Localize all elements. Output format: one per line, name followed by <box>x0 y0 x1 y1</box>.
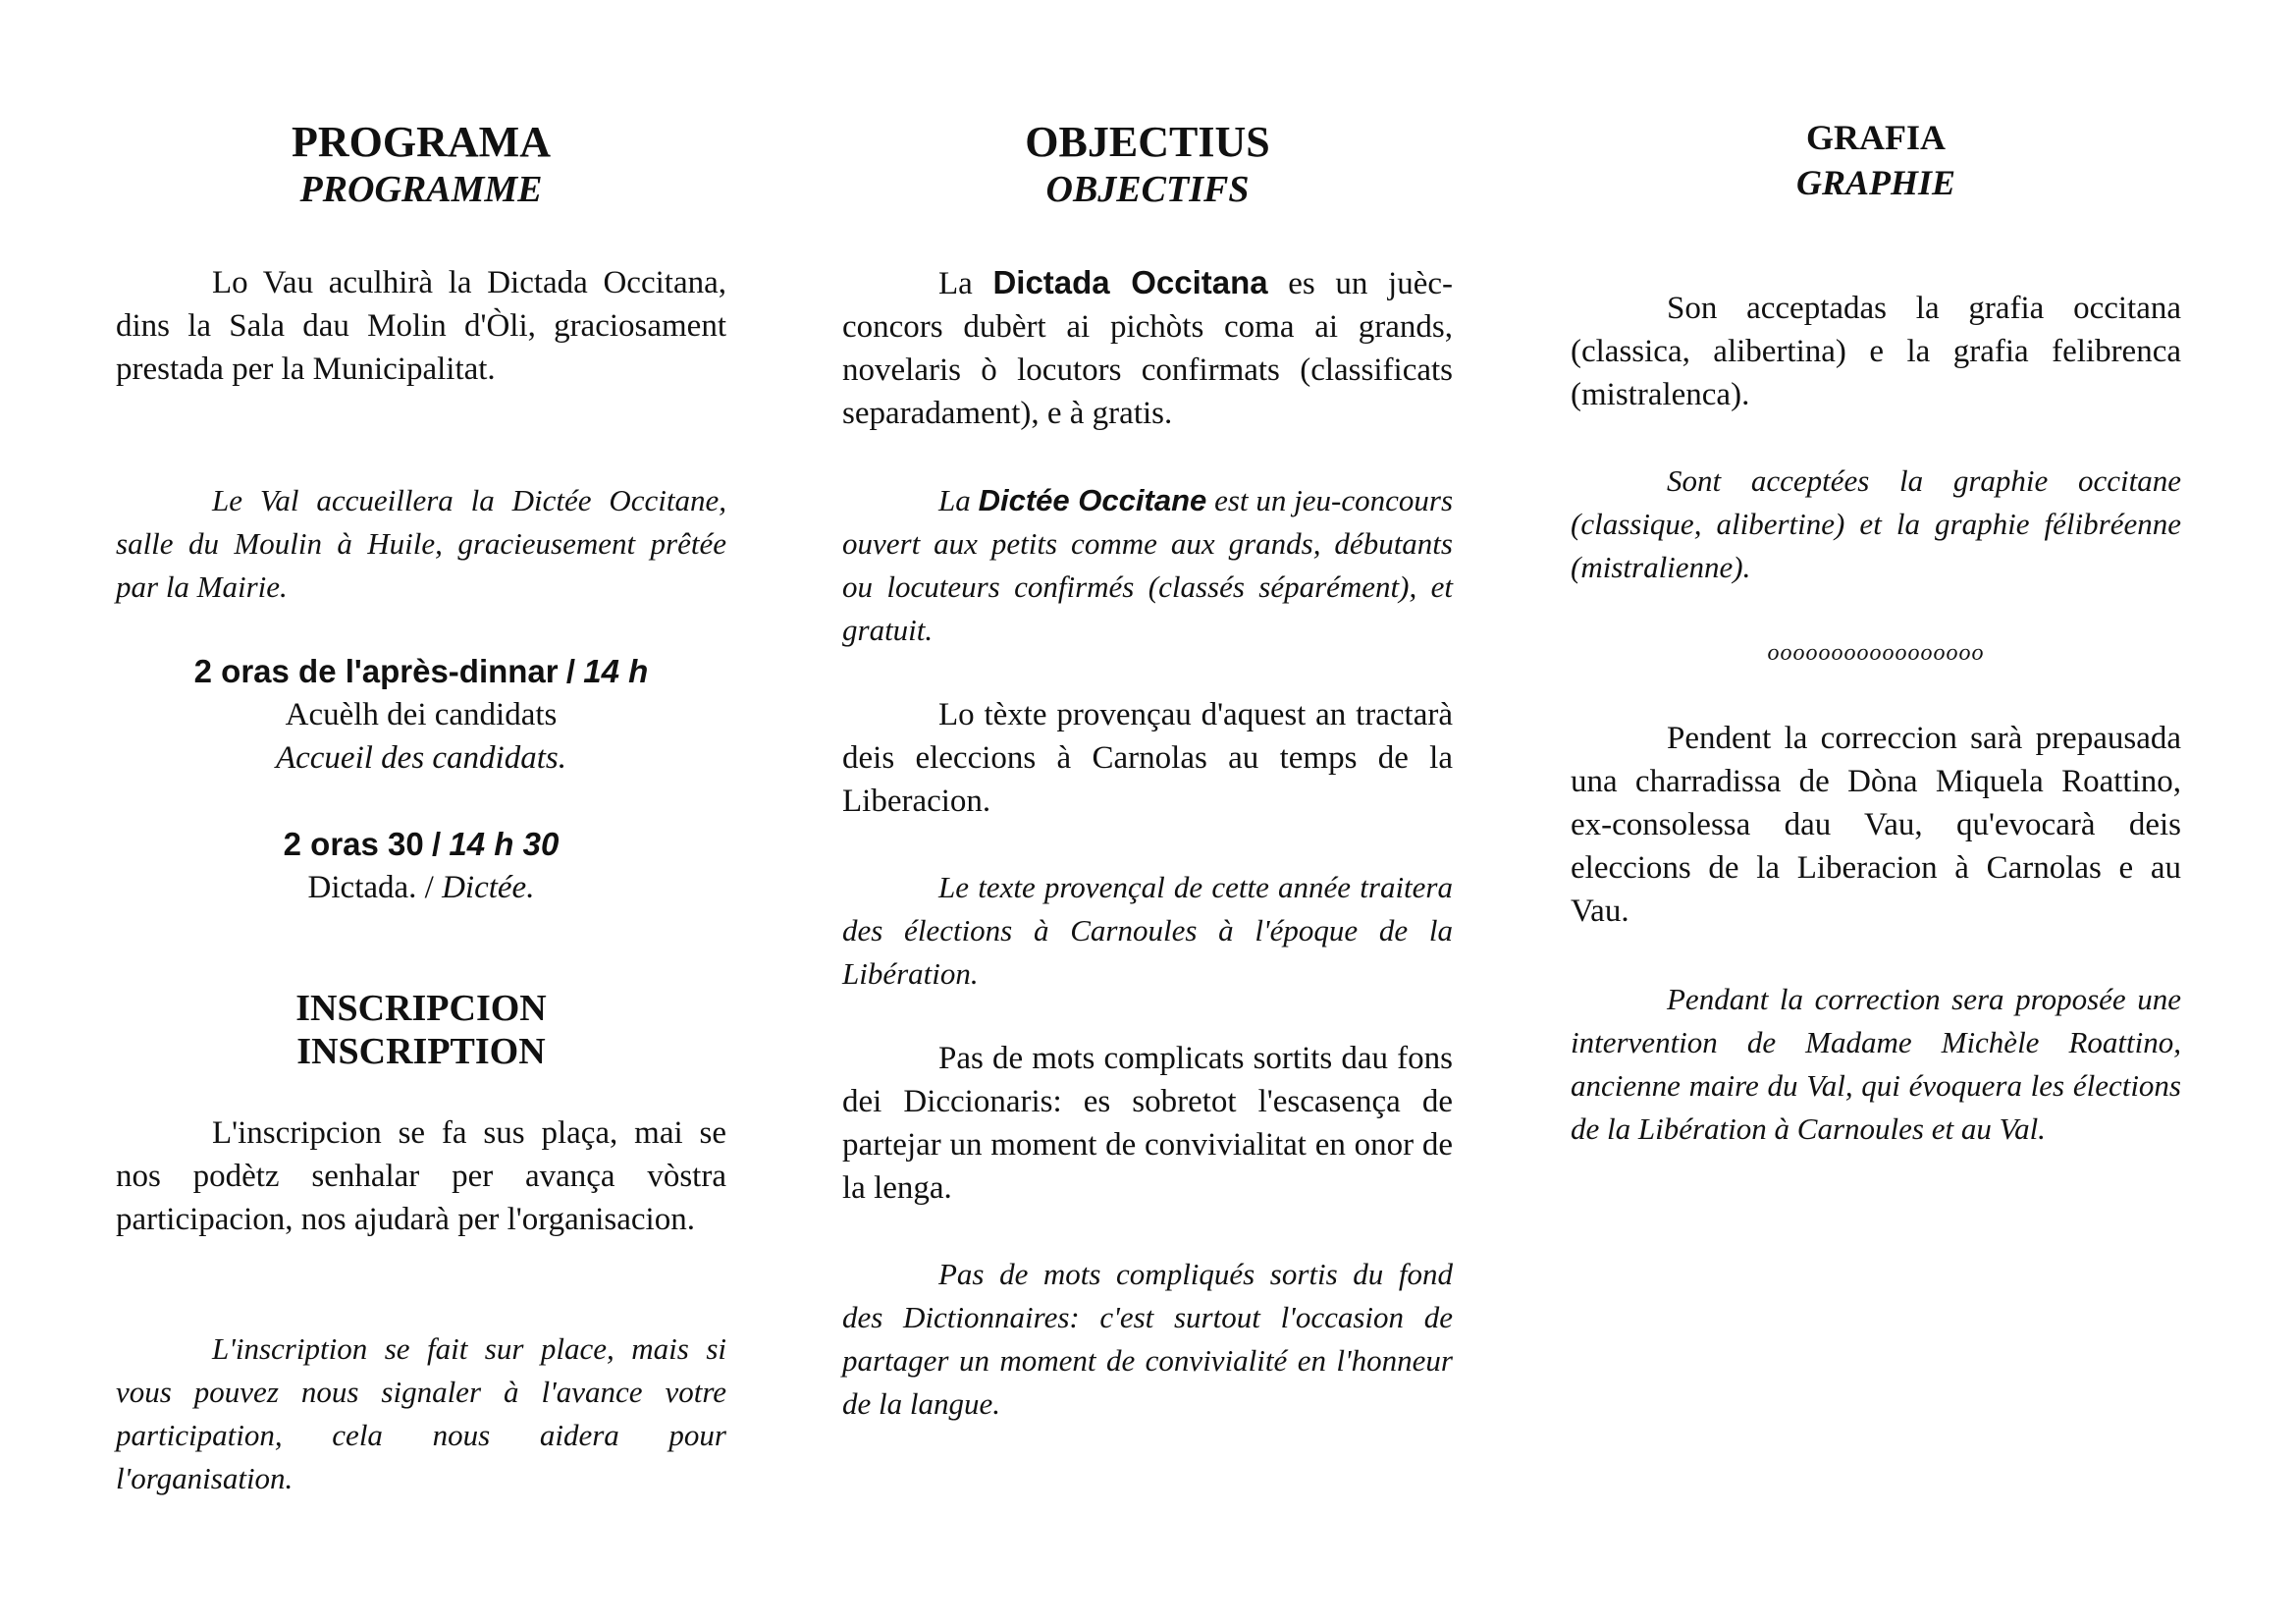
programa-subtitle: PROGRAMME <box>299 169 543 210</box>
time2-desc-fr: Dictée. <box>442 870 535 905</box>
inscripcion-title: INSCRIPCION <box>295 988 547 1029</box>
time2-description <box>116 866 726 909</box>
time1-description: Acuèlh dei candidats <box>285 697 558 732</box>
schedule-time-1 <box>116 650 726 694</box>
objectius-paragraph-1-fr: La Dictée Occitane est un jeu-concours ouvert aux petits comme aux grands, débutants ou locuteurs confirmés (classés séparément), et gratuit. <box>842 483 1454 647</box>
grafia-paragraph-2-oc: Pendent la correccion sarà prepausada una charradissa de Dòna Miquela Roattino, ex-consolessa dau Vau, qu'evocarà deis eleccions de la Liberacion à Carnolas e au Vau. <box>1571 721 2181 929</box>
time1-description-fr: Accueil des candidats. <box>275 740 566 776</box>
grafia-paragraph-1-fr: Sont acceptées la graphie occitane (classique, alibertine) et la graphie félibréenne (mistralienne). <box>1571 463 2181 584</box>
time2-desc-oc: Dictada. / <box>307 870 434 905</box>
time2-separator: / <box>432 826 442 862</box>
objectius-subtitle: OBJECTIFS <box>1045 169 1250 210</box>
section-separator: ooooooooooooooooo <box>1767 640 1985 666</box>
time2-fr: 14 h 30 <box>449 826 560 862</box>
objectius-paragraph-2-fr: Le texte provençal de cette année traitera des élections à Carnoules à l'époque de la Libération. <box>842 870 1453 991</box>
time1-separator: / <box>565 653 576 689</box>
objectius-paragraph-3-oc: Pas de mots complicats sortits dau fons dei Diccionaris: es sobretot l'escasença de partejar un moment de convivialitat en onor de la lenga. <box>842 1041 1453 1206</box>
time1-oc: 2 oras de l'après-dinnar <box>193 653 559 689</box>
inscripcion-paragraph-oc: L'inscripcion se fa sus plaça, mai se nos podètz senhalar per avança vòstra participacion, nos ajudarà per l'organisacion. <box>116 1115 726 1237</box>
time2-oc: 2 oras 30 <box>283 826 424 862</box>
programa-paragraph-fr: Le Val accueillera la Dictée Occitane, salle du Moulin à Huile, gracieusement prêtée par la Mairie. <box>116 483 726 604</box>
grafia-subtitle: GRAPHIE <box>1795 163 1956 202</box>
programa-title: PROGRAMA <box>292 118 551 166</box>
grafia-paragraph-2-fr: Pendant la correction sera proposée une intervention de Madame Michèle Roattino, ancienne maire du Val, qui évoquera les élections de la Libération à Carnoules et au Val. <box>1571 982 2181 1146</box>
grafia-paragraph-1-oc: Son acceptadas la grafia occitana (classica, alibertina) e la grafia felibrenca (mistralenca). <box>1571 291 2181 412</box>
inscripcion-paragraph-fr: L'inscription se fait sur place, mais si vous pouvez nous signaler à l'avance votre participation, cela nous aidera pour l'organisation. <box>116 1331 726 1495</box>
objectius-paragraph-2-oc: Lo tèxte provençau d'aquest an tractarà deis eleccions à Carnolas au temps de la Liberacion. <box>842 697 1453 819</box>
schedule-time-2 <box>116 823 726 867</box>
grafia-title: GRAFIA <box>1806 118 1946 157</box>
dictada-occitana-emphasis: Dictada Occitana <box>992 264 1268 300</box>
objectius-title: OBJECTIUS <box>1025 118 1270 166</box>
dictee-occitane-emphasis: Dictée Occitane <box>978 483 1207 517</box>
time1-fr: 14 h <box>583 653 649 689</box>
programa-paragraph-oc: Lo Vau aculhirà la Dictada Occitana, dins la Sala dau Molin d'Òli, graciosament prestada per la Municipalitat. <box>116 265 726 387</box>
objectius-paragraph-3-fr: Pas de mots compliqués sortis du fond des Dictionnaires: c'est surtout l'occasion de partager un moment de convivialité en l'honneur de la langue. <box>842 1257 1453 1421</box>
inscription-title: INSCRIPTION <box>296 1031 546 1072</box>
objectius-paragraph-1-oc: La Dictada Occitana es un juèc-concors dubèrt ai pichòts coma ai grands, novelaris ò locutors confirmats (classificats separadament), e à gratis. <box>842 264 1453 431</box>
